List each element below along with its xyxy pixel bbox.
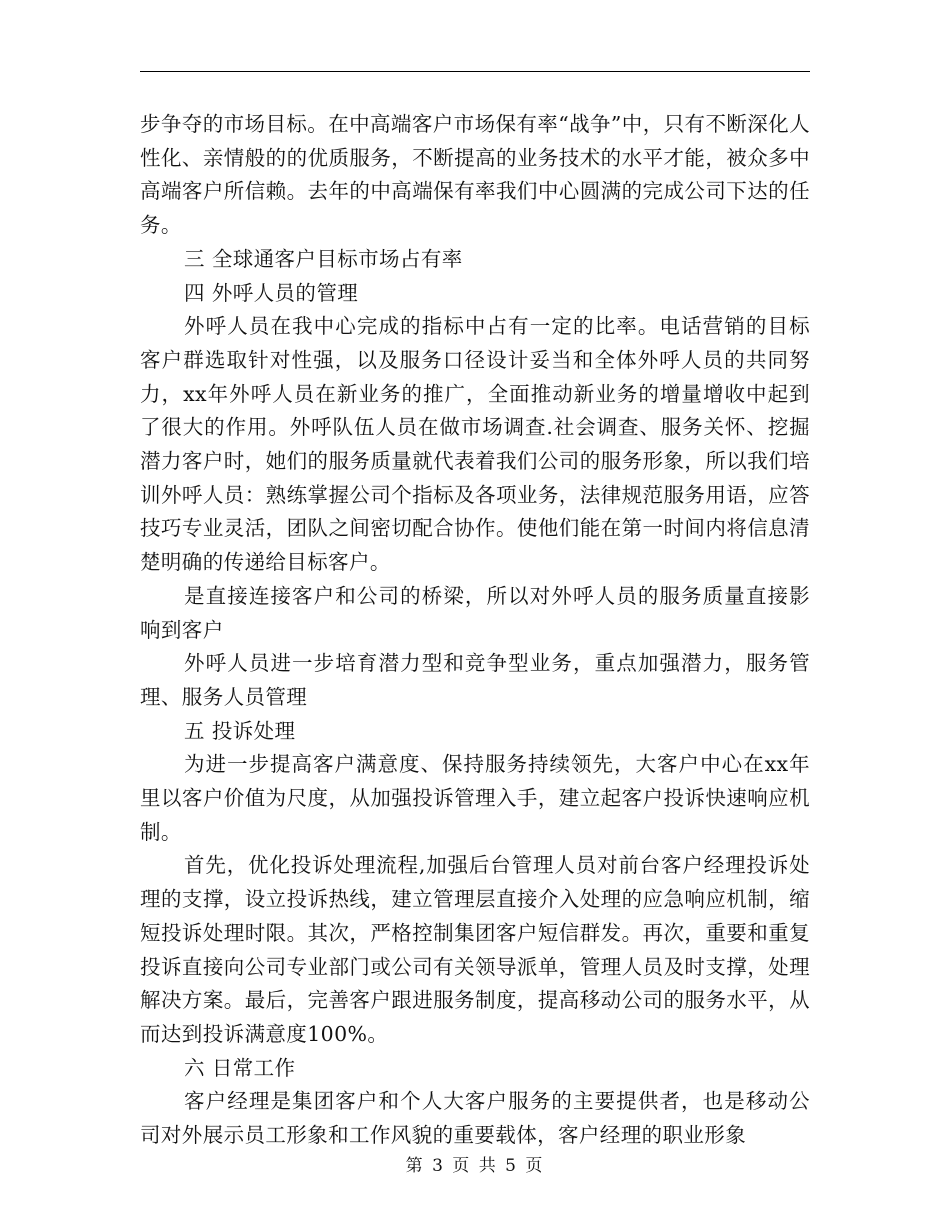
section-heading-6: 六 日常工作 [184, 1055, 296, 1080]
section-heading-5: 五 投诉处理 [184, 718, 296, 743]
paragraph-outbound-staff: 外呼人员在我中心完成的指标中占有一定的比率。电话营销的目标客户群选取针对性强，以及服务口径设计妥当和全体外呼人员的共同努力，xx年外呼人员在新业务的推广，全面推动新业务的增量增收中起到了很大的作用。外呼队伍人员在做市场调查.社会调查、服务关怀、挖掘潜力客户时，她们的服务质量就代表着我们公司的服务形象，所以我们培训外呼人员：熟练掌握公司个指标及各项业务，法律规范服务用语，应答技巧专业灵活，团队之间密切配合协作。使他们能在第一时间内将信息清楚明确的传递给目标客户。 [140, 314, 810, 575]
section-heading-3: 三 全球通客户目标市场占有率 [184, 246, 463, 271]
paragraph-complaint-process: 首先，优化投诉处理流程,加强后台管理人员对前台客户经理投诉处理的支撑，设立投诉热线，建立管理层直接介入处理的应急响应机制，缩短投诉处理时限。其次，严格控制集团客户短信群发。再次，重要和重复投诉直接向公司专业部门或公司有关领导派单，管理人员及时支撑，处理解决方案。最后，完善客户跟进服务制度，提高移动公司的服务水平，从而达到投诉满意度100%。 [140, 853, 810, 1046]
header-rule [140, 71, 810, 72]
paragraph-daily-work: 客户经理是集团客户和个人大客户服务的主要提供者，也是移动公司对外展示员工形象和工作风貌的重要载体，客户经理的职业形象 [140, 1089, 810, 1148]
paragraph-potential-business: 外呼人员进一步培育潜力型和竞争型业务，重点加强潜力，服务管理、服务人员管理 [140, 651, 810, 709]
paragraph-complaint-intro: 为进一步提高客户满意度、保持服务持续领先，大客户中心在xx年里以客户价值为尺度，从加强投诉管理入手，建立起客户投诉快速响应机制。 [140, 752, 810, 844]
document-body [140, 108, 810, 1153]
page-number-footer: 第 3 页 共 5 页 [405, 1156, 545, 1176]
section-heading-4: 四 外呼人员的管理 [184, 280, 359, 305]
paragraph-bridge: 是直接连接客户和公司的桥梁，所以对外呼人员的服务质量直接影响到客户 [140, 583, 810, 642]
paragraph-continuation: 步争夺的市场目标。在中高端客户市场保有率“战争”中，只有不断深化人性化、亲情般的的优质服务，不断提高的业务技术的水平才能，被众多中高端客户所信赖。去年的中高端保有率我们中心圆满的完成公司下达的任务。 [140, 112, 810, 238]
